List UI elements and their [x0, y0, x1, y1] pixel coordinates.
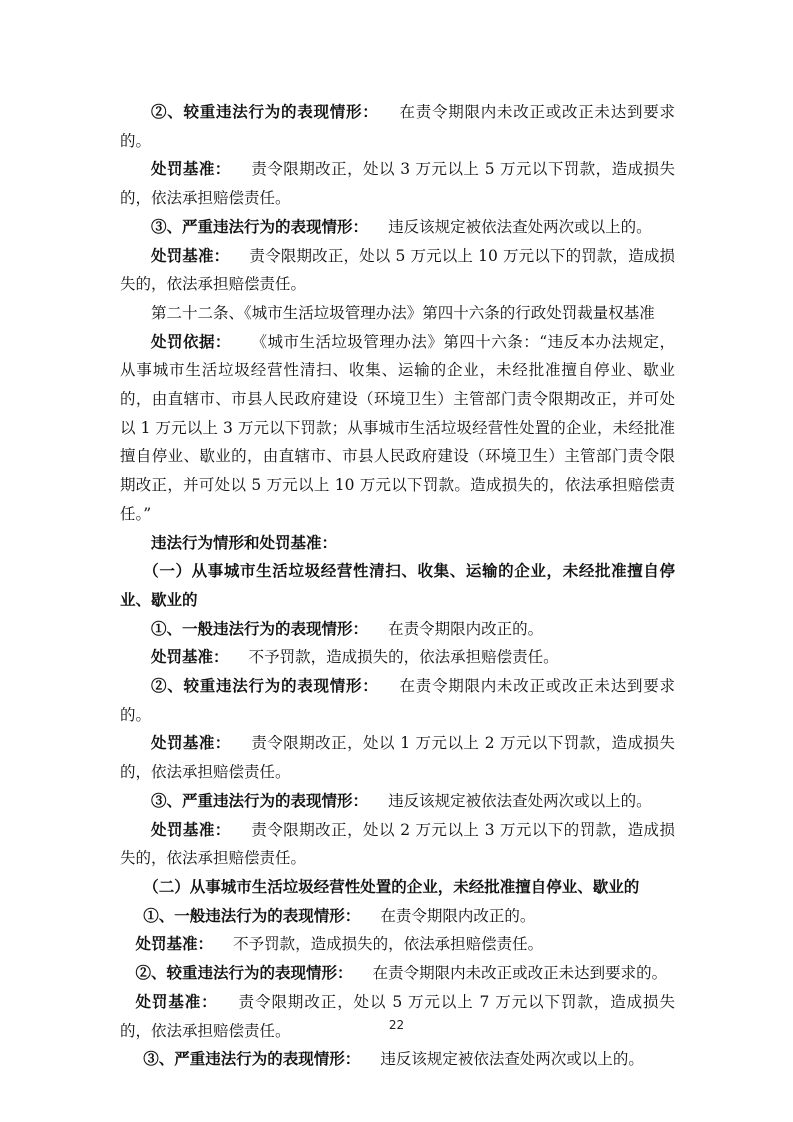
paragraph-basis — [120, 328, 675, 529]
paragraph-17 — [120, 930, 675, 959]
paragraph-label: 处罚基准： — [151, 733, 231, 753]
paragraph-14 — [120, 816, 675, 873]
paragraph-label: 处罚基准： — [151, 159, 231, 179]
paragraph-text: 不予罚款，造成损失的，依法承担赔偿责任。 — [248, 648, 559, 667]
paragraph-4 — [120, 242, 675, 299]
paragraph-text: 在责令期限内未改正或改正未达到要求的。 — [372, 964, 668, 983]
paragraph-text: 责令限期改正，处以 3 万元以上 5 万元以下罚款，造成损失的，依法承担赔偿责任。 — [120, 160, 675, 208]
paragraph-text: 第二十二条、《城市生活垃圾管理办法》第四十六条的行政处罚裁量权基准 — [151, 303, 655, 322]
paragraph-label: 处罚基准： — [151, 819, 231, 839]
paragraph-label: （二）从事城市生活垃圾经营性处置的企业，未经批准擅自停业、歇业的 — [143, 876, 640, 896]
paragraph-label: ①、一般违法行为的表现情形： — [151, 618, 369, 638]
paragraph-text: 不予罚款，造成损失的，依法承担赔偿责任。 — [233, 935, 544, 954]
paragraph-13 — [120, 787, 675, 816]
paragraph-text: 责令限期改正，处以 1 万元以上 2 万元以下罚款，造成损失的，依法承担赔偿责任。 — [120, 734, 675, 782]
paragraph-text: 违反该规定被依法查处两次或以上的。 — [380, 1050, 644, 1069]
paragraph-2 — [120, 155, 675, 212]
paragraph-3 — [120, 213, 675, 242]
paragraph-label: ②、较重违法行为的表现情形： — [151, 676, 379, 696]
paragraph-10 — [120, 643, 675, 672]
paragraph-label: 违法行为情形和处罚基准： — [151, 532, 338, 552]
paragraph-19 — [120, 988, 675, 1045]
paragraph-label: ③、严重违法行为的表现情形： — [143, 1049, 361, 1069]
paragraph-label: ①、一般违法行为的表现情形： — [143, 905, 361, 925]
paragraph-text: 《城市生活垃圾管理办法》第四十六条：“违反本办法规定，从事城市生活垃圾经营性清扫、收集、运输的企业，未经批准擅自停业、歇业的，由直辖市、市县人民政府建设（环境卫生）主管部门责令限期改正，并可处以 1 万元以上 3 万元以下罚款；从事城市生活垃圾经营性处置的企业，未经批准擅自停业、歇业的，由直辖市、市县人民政府建设（环境卫生）主管部门责令限期改正，并可处以 5 万元以上 10 万元以下罚款。造成损失的，依法承担赔偿责任。” — [120, 332, 675, 523]
subsection-heading-1 — [120, 557, 675, 614]
paragraph-text: 责令限期改正，处以 5 万元以上 7 万元以下罚款，造成损失的，依法承担赔偿责任。 — [120, 992, 675, 1040]
paragraph-label: ②、较重违法行为的表现情形： — [151, 102, 379, 121]
page-number: 22 — [388, 1018, 405, 1032]
paragraph-text: 在责令期限内改正的。 — [380, 906, 536, 925]
paragraph-label: 处罚依据： — [151, 331, 231, 351]
paragraph-9 — [120, 615, 675, 644]
paragraph-12 — [120, 729, 675, 786]
paragraph-label: 处罚基准： — [151, 647, 229, 667]
paragraph-text: 责令限期改正，处以 2 万元以上 3 万元以下的罚款，造成损失的，依法承担赔偿责任。 — [120, 820, 675, 868]
paragraph-label: 处罚基准： — [151, 245, 230, 265]
paragraph-18 — [120, 959, 675, 988]
paragraph-text: 在责令期限内未改正或改正未达到要求的。 — [120, 677, 675, 724]
paragraph-label: ③、严重违法行为的表现情形： — [151, 790, 369, 810]
section-heading — [120, 529, 675, 558]
subsection-heading-2 — [120, 873, 675, 902]
article-heading — [120, 299, 675, 328]
paragraph-11 — [120, 672, 675, 729]
paragraph-text: 在责令期限内未改正或改正未达到要求的。 — [120, 103, 675, 150]
paragraph-16 — [120, 902, 675, 931]
paragraph-label: 处罚基准： — [135, 991, 218, 1011]
paragraph-text: 责令限期改正，处以 5 万元以上 10 万元以下的罚款，造成损失的，依法承担赔偿责任。 — [120, 246, 675, 294]
paragraph-1 — [120, 98, 675, 155]
paragraph-text: 违反该规定被依法查处两次或以上的。 — [388, 217, 652, 236]
paragraph-text: 在责令期限内改正的。 — [388, 619, 544, 638]
paragraph-label: （一）从事城市生活垃圾经营性清扫、收集、运输的企业，未经批准擅自停业、歇业的 — [120, 561, 675, 609]
document-body — [120, 98, 675, 1074]
paragraph-20 — [120, 1045, 675, 1074]
paragraph-label: ③、严重违法行为的表现情形： — [151, 216, 369, 236]
paragraph-label: 处罚基准： — [135, 934, 214, 954]
paragraph-label: ②、较重违法行为的表现情形： — [135, 963, 353, 983]
paragraph-text: 违反该规定被依法查处两次或以上的。 — [388, 791, 652, 810]
